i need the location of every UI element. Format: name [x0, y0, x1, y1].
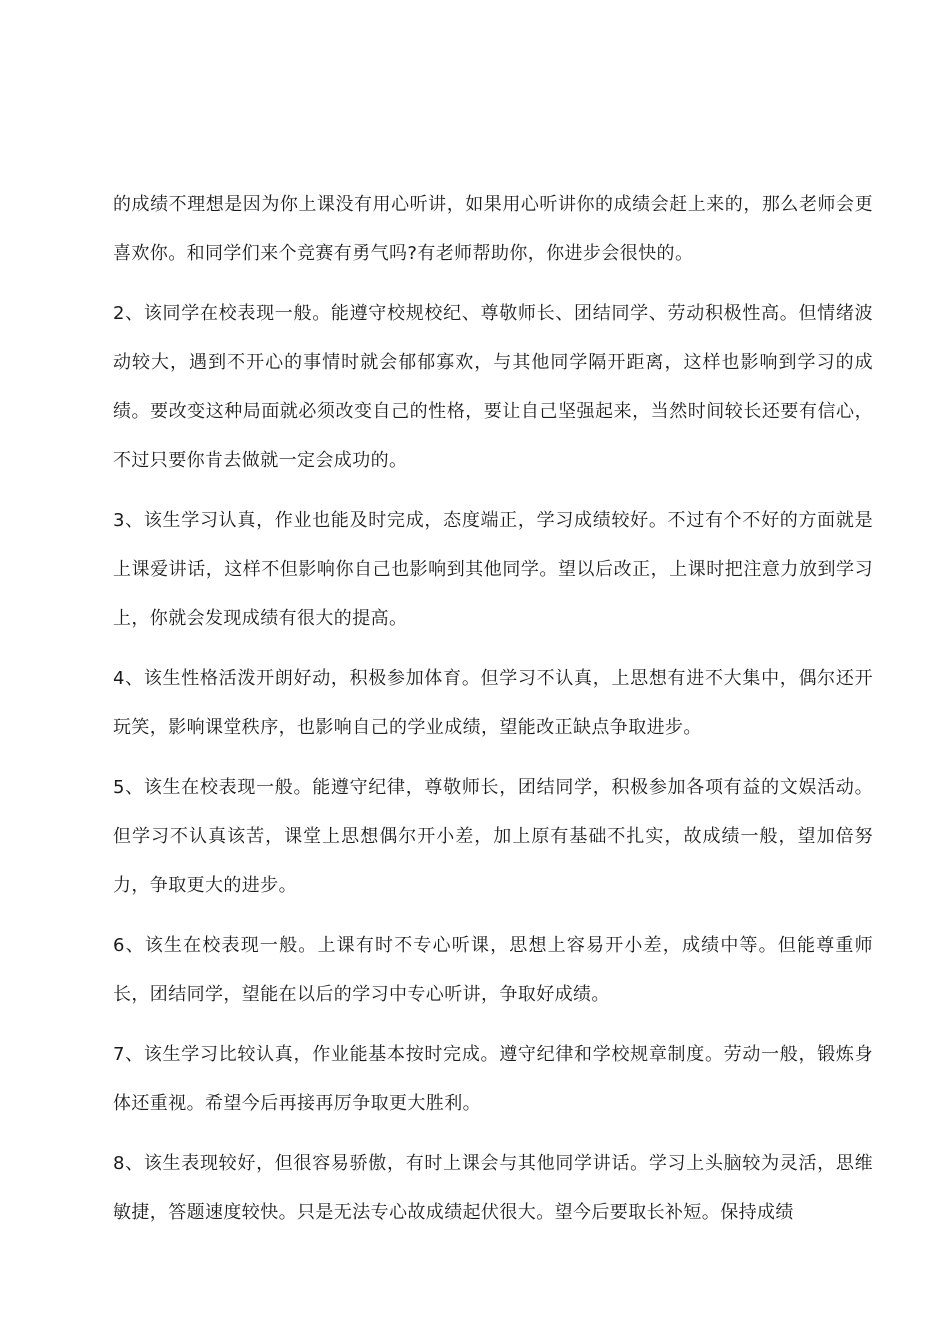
paragraph-comment-8: 8、该生表现较好，但很容易骄傲，有时上课会与其他同学讲话。学习上头脑较为灵活，思维敏捷，答题速度较快。只是无法专心故成绩起伏很大。望今后要取长补短。保持成绩 [113, 1153, 873, 1223]
paragraph-comment-6: 6、该生在校表现一般。上课有时不专心听课，思想上容易开小差，成绩中等。但能尊重师长，团结同学，望能在以后的学习中专心听讲，争取好成绩。 [113, 935, 873, 1005]
document-body [113, 180, 873, 1248]
paragraph-comment-2: 2、该同学在校表现一般。能遵守校规校纪、尊敬师长、团结同学、劳动积极性高。但情绪波动较大，遇到不开心的事情时就会郁郁寡欢，与其他同学隔开距离，这样也影响到学习的成绩。要改变这种局面就必须改变自己的性格，要让自己坚强起来，当然时间较长还要有信心，不过只要你肯去做就一定会成功的。 [113, 303, 873, 471]
paragraph-comment-3: 3、该生学习认真，作业也能及时完成，态度端正，学习成绩较好。不过有个不好的方面就是上课爱讲话，这样不但影响你自己也影响到其他同学。望以后改正，上课时把注意力放到学习上，你就会发现成绩有很大的提高。 [113, 510, 873, 629]
paragraph-continuation: 的成绩不理想是因为你上课没有用心听讲，如果用心听讲你的成绩会赶上来的，那么老师会更喜欢你。和同学们来个竞赛有勇气吗?有老师帮助你，你进步会很快的。 [113, 194, 873, 264]
paragraph-comment-4: 4、该生性格活泼开朗好动，积极参加体育。但学习不认真，上思想有进不大集中，偶尔还开玩笑，影响课堂秩序，也影响自己的学业成绩，望能改正缺点争取进步。 [113, 668, 873, 738]
paragraph-comment-7: 7、该生学习比较认真，作业能基本按时完成。遵守纪律和学校规章制度。劳动一般，锻炼身体还重视。希望今后再接再厉争取更大胜利。 [113, 1044, 873, 1114]
paragraph-comment-5: 5、该生在校表现一般。能遵守纪律，尊敬师长，团结同学，积极参加各项有益的文娱活动。但学习不认真该苦，课堂上思想偶尔开小差，加上原有基础不扎实，故成绩一般，望加倍努力，争取更大的进步。 [113, 777, 873, 896]
